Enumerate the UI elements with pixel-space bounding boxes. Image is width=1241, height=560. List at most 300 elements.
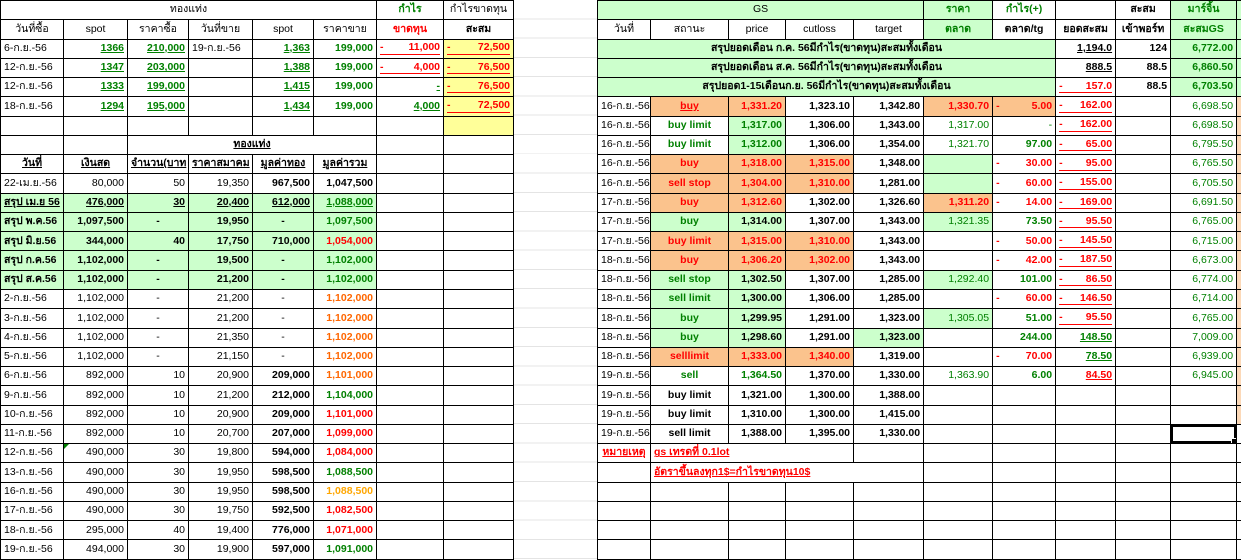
cell[interactable] bbox=[377, 463, 444, 482]
cell[interactable]: วันที่ซื้อ bbox=[1, 20, 64, 39]
cell[interactable] bbox=[651, 482, 729, 501]
cell[interactable]: 18-ก.ย.-56 bbox=[1, 521, 64, 540]
cell[interactable]: มาร์จิ้น bbox=[1171, 1, 1237, 20]
cell[interactable] bbox=[1237, 1, 1241, 20]
cell[interactable] bbox=[377, 212, 444, 231]
cell[interactable]: 19-ก.ย.-56 bbox=[189, 39, 253, 58]
cell[interactable]: 1,415.00 bbox=[854, 405, 924, 424]
cell[interactable]: 295,000 bbox=[64, 521, 128, 540]
cell[interactable] bbox=[1171, 444, 1237, 463]
cell[interactable]: 1,310.00 bbox=[786, 174, 854, 193]
cell[interactable]: - 86.50 bbox=[1056, 270, 1116, 289]
cell[interactable]: สะสมGS bbox=[1171, 20, 1237, 39]
cell[interactable]: - 70.00 bbox=[993, 347, 1056, 366]
cell[interactable] bbox=[444, 232, 514, 251]
cell[interactable]: - bbox=[128, 289, 189, 308]
cell[interactable] bbox=[651, 501, 729, 520]
cell[interactable] bbox=[854, 521, 924, 540]
cell[interactable] bbox=[377, 232, 444, 251]
cell[interactable] bbox=[1237, 521, 1241, 540]
cell[interactable]: buy limit bbox=[651, 116, 729, 135]
cell[interactable]: 17-ก.ย.-56 bbox=[598, 212, 651, 231]
cell[interactable] bbox=[377, 521, 444, 540]
cell[interactable]: 18-ก.ย.-56 bbox=[598, 289, 651, 308]
cell[interactable]: 1,281.00 bbox=[854, 174, 924, 193]
cell[interactable]: 1,091,000 bbox=[314, 540, 377, 559]
cell[interactable]: 78.50 bbox=[1056, 347, 1116, 366]
cell[interactable]: กำไร bbox=[377, 1, 444, 20]
cell[interactable]: 1,097,500 bbox=[314, 212, 377, 231]
cell[interactable]: - 72,500 bbox=[444, 97, 514, 116]
cell[interactable] bbox=[444, 501, 514, 520]
cell[interactable]: 209,000 bbox=[253, 367, 314, 386]
cell[interactable] bbox=[924, 289, 993, 308]
cell[interactable]: price bbox=[729, 20, 786, 39]
cell[interactable]: - 50.00 bbox=[993, 232, 1056, 251]
cell[interactable] bbox=[1237, 444, 1241, 463]
cell[interactable]: 5-ก.ย.-56 bbox=[1, 347, 64, 366]
cell[interactable]: 17-ก.ย.-56 bbox=[598, 232, 651, 251]
cell[interactable]: 9-ก.ย.-56 bbox=[1, 386, 64, 405]
cell[interactable] bbox=[444, 135, 514, 154]
cell[interactable]: 1366 bbox=[64, 39, 128, 58]
cell[interactable]: 1,317.00 bbox=[924, 116, 993, 135]
cell[interactable]: 1,315.00 bbox=[729, 232, 786, 251]
cell[interactable]: - bbox=[253, 309, 314, 328]
cell[interactable]: 1,323.00 bbox=[854, 328, 924, 347]
cell[interactable] bbox=[189, 58, 253, 77]
cell[interactable]: 11-ก.ย.-56 bbox=[1, 424, 64, 443]
cell[interactable]: - bbox=[253, 251, 314, 270]
cell[interactable] bbox=[377, 251, 444, 270]
cell[interactable]: - bbox=[128, 270, 189, 289]
cell[interactable] bbox=[1056, 501, 1116, 520]
cell[interactable]: 20,700 bbox=[189, 424, 253, 443]
cell[interactable]: 19,950 bbox=[189, 463, 253, 482]
cell[interactable]: 1,102,000 bbox=[64, 309, 128, 328]
cell[interactable]: สรุป มิ.ย.56 bbox=[1, 232, 64, 251]
cell[interactable]: buy limit bbox=[651, 405, 729, 424]
cell[interactable]: - 187.50 bbox=[1056, 251, 1116, 270]
cell[interactable]: 16-ก.ย.-56 bbox=[598, 155, 651, 174]
cell[interactable] bbox=[1056, 540, 1116, 559]
cell[interactable]: gs เทรดที่ 0.1lot bbox=[651, 444, 854, 463]
cell[interactable] bbox=[854, 501, 924, 520]
cell[interactable]: 1,307.00 bbox=[786, 212, 854, 231]
cell[interactable]: 1,102,000 bbox=[314, 309, 377, 328]
cell[interactable]: 1,395.00 bbox=[786, 424, 854, 443]
cell[interactable]: selllimit bbox=[651, 347, 729, 366]
cell[interactable]: 1,101,000 bbox=[314, 367, 377, 386]
cell[interactable] bbox=[1116, 309, 1171, 328]
cell[interactable]: 4,000 bbox=[377, 97, 444, 116]
cell[interactable] bbox=[444, 424, 514, 443]
cell[interactable] bbox=[1171, 521, 1237, 540]
cell[interactable] bbox=[1171, 405, 1237, 424]
cell[interactable] bbox=[1237, 20, 1241, 39]
cell[interactable] bbox=[189, 78, 253, 97]
cell[interactable]: 1,315.00 bbox=[786, 155, 854, 174]
cell[interactable] bbox=[993, 463, 1056, 482]
cell[interactable]: 40 bbox=[128, 232, 189, 251]
cell[interactable]: 16-ก.ย.-56 bbox=[598, 97, 651, 116]
cell[interactable]: - bbox=[128, 347, 189, 366]
cell[interactable] bbox=[786, 521, 854, 540]
cell[interactable] bbox=[1171, 386, 1237, 405]
cell[interactable]: - 157.0 bbox=[1056, 78, 1116, 97]
cell[interactable]: 1,312.00 bbox=[729, 135, 786, 154]
cell[interactable]: sell stop bbox=[651, 174, 729, 193]
cell[interactable] bbox=[1237, 328, 1241, 347]
cell[interactable]: 490,000 bbox=[64, 482, 128, 501]
cell[interactable] bbox=[444, 540, 514, 559]
cell[interactable] bbox=[1116, 155, 1171, 174]
cell[interactable]: 21,150 bbox=[189, 347, 253, 366]
cell[interactable]: 10-ก.ย.-56 bbox=[1, 405, 64, 424]
cell[interactable]: ราคาซื้อ bbox=[128, 20, 189, 39]
cell[interactable] bbox=[444, 270, 514, 289]
cell[interactable] bbox=[377, 501, 444, 520]
cell[interactable] bbox=[377, 116, 444, 135]
cell[interactable] bbox=[924, 521, 993, 540]
cell[interactable]: 1,310.00 bbox=[729, 405, 786, 424]
cell[interactable]: 30 bbox=[128, 501, 189, 520]
cell[interactable]: 1,330.70 bbox=[924, 97, 993, 116]
cell[interactable]: - bbox=[253, 328, 314, 347]
cell[interactable]: - 60.00 bbox=[993, 289, 1056, 308]
cell[interactable]: 6,765.00 bbox=[1171, 309, 1237, 328]
cell[interactable] bbox=[729, 482, 786, 501]
cell[interactable] bbox=[1237, 540, 1241, 559]
cell[interactable]: buy bbox=[651, 309, 729, 328]
cell[interactable]: spot bbox=[253, 20, 314, 39]
cell[interactable] bbox=[377, 270, 444, 289]
cell[interactable]: 1,088,000 bbox=[314, 193, 377, 212]
cell[interactable]: 84.50 bbox=[1056, 367, 1116, 386]
cell[interactable]: 6,673.00 bbox=[1171, 251, 1237, 270]
cell[interactable]: เงินสด bbox=[64, 155, 128, 174]
cell[interactable] bbox=[1237, 482, 1241, 501]
cell[interactable]: 598,500 bbox=[253, 482, 314, 501]
cell[interactable]: 1,310.00 bbox=[786, 232, 854, 251]
cell[interactable] bbox=[377, 482, 444, 501]
cell[interactable]: 1,306.20 bbox=[729, 251, 786, 270]
cell[interactable] bbox=[993, 540, 1056, 559]
cell[interactable] bbox=[189, 116, 253, 135]
cell[interactable]: สรุปยอด1-15เดือนก.ย. 56มีกำไร(ขาดทุน)สะสมทั้งเดือน bbox=[598, 78, 1056, 97]
cell[interactable]: - 155.00 bbox=[1056, 174, 1116, 193]
cell[interactable]: 124 bbox=[1116, 39, 1171, 58]
cell[interactable]: 1,305.05 bbox=[924, 309, 993, 328]
cell[interactable]: - 42.00 bbox=[993, 251, 1056, 270]
cell[interactable] bbox=[1116, 135, 1171, 154]
cell[interactable]: 612,000 bbox=[253, 193, 314, 212]
cell[interactable]: 6,939.00 bbox=[1171, 347, 1237, 366]
cell[interactable] bbox=[1116, 463, 1171, 482]
selected-cell[interactable] bbox=[1171, 424, 1237, 443]
cell[interactable]: 1,434 bbox=[253, 97, 314, 116]
cell[interactable]: 10 bbox=[128, 405, 189, 424]
cell[interactable]: ตลาด/tg bbox=[993, 20, 1056, 39]
cell[interactable]: 1,102,000 bbox=[64, 251, 128, 270]
cell[interactable]: ราคา bbox=[924, 1, 993, 20]
cell[interactable]: 6,698.50 bbox=[1171, 116, 1237, 135]
cell[interactable]: 12-ก.ย.-56 bbox=[1, 444, 64, 463]
cell[interactable] bbox=[1116, 347, 1171, 366]
cell[interactable] bbox=[729, 540, 786, 559]
cell[interactable]: 13-ก.ย.-56 bbox=[1, 463, 64, 482]
cell[interactable] bbox=[444, 174, 514, 193]
cell[interactable] bbox=[598, 482, 651, 501]
cell[interactable] bbox=[993, 405, 1056, 424]
cell[interactable]: ราคาขาย bbox=[314, 20, 377, 39]
cell[interactable] bbox=[444, 116, 514, 135]
cell[interactable]: 490,000 bbox=[64, 444, 128, 463]
cell[interactable]: 199,000 bbox=[314, 78, 377, 97]
cell[interactable] bbox=[1237, 309, 1241, 328]
cell[interactable]: 1,101,000 bbox=[314, 405, 377, 424]
cell[interactable] bbox=[1056, 1, 1116, 20]
cell[interactable]: - bbox=[253, 289, 314, 308]
cell[interactable] bbox=[854, 482, 924, 501]
cell[interactable]: - 65.00 bbox=[1056, 135, 1116, 154]
cell[interactable]: วันที่ bbox=[598, 20, 651, 39]
cell[interactable]: สรุป เม.ย 56 bbox=[1, 193, 64, 212]
cell[interactable]: 1,102,000 bbox=[314, 328, 377, 347]
cell[interactable] bbox=[64, 135, 128, 154]
cell[interactable] bbox=[444, 405, 514, 424]
cell[interactable]: สรุปยอดเดือน ส.ค. 56มีกำไร(ขาดทุน)สะสมทั้งเดือน bbox=[598, 58, 1056, 77]
cell[interactable]: 1,318.00 bbox=[729, 155, 786, 174]
cell[interactable]: 16-ก.ย.-56 bbox=[1, 482, 64, 501]
cell[interactable] bbox=[444, 367, 514, 386]
cell[interactable]: 209,000 bbox=[253, 405, 314, 424]
cell[interactable]: 16-ก.ย.-56 bbox=[598, 135, 651, 154]
cell[interactable]: 1,321.00 bbox=[729, 386, 786, 405]
cell[interactable] bbox=[444, 193, 514, 212]
cell[interactable] bbox=[924, 444, 993, 463]
cell[interactable] bbox=[1237, 155, 1241, 174]
cell[interactable]: 6,714.00 bbox=[1171, 289, 1237, 308]
cell[interactable] bbox=[993, 501, 1056, 520]
cell[interactable]: 30 bbox=[128, 444, 189, 463]
cell[interactable] bbox=[1056, 405, 1116, 424]
cell[interactable]: 19-ก.ย.-56 bbox=[598, 367, 651, 386]
cell[interactable] bbox=[377, 174, 444, 193]
cell[interactable]: 1,342.80 bbox=[854, 97, 924, 116]
cell[interactable]: 6-ก.ย.-56 bbox=[1, 367, 64, 386]
cell[interactable]: กำไร(+) bbox=[993, 1, 1056, 20]
cell[interactable]: 88.5 bbox=[1116, 78, 1171, 97]
cell[interactable]: 1,047,500 bbox=[314, 174, 377, 193]
cell[interactable]: 1,330.00 bbox=[854, 367, 924, 386]
cell[interactable] bbox=[924, 540, 993, 559]
cell[interactable]: 1,370.00 bbox=[786, 367, 854, 386]
cell[interactable]: 6,860.50 bbox=[1171, 58, 1237, 77]
cell[interactable]: 21,200 bbox=[189, 270, 253, 289]
cell[interactable]: 1,299.95 bbox=[729, 309, 786, 328]
cell[interactable]: buy bbox=[651, 251, 729, 270]
cell[interactable] bbox=[598, 540, 651, 559]
cell[interactable] bbox=[1116, 251, 1171, 270]
cell[interactable]: ตลาด bbox=[924, 20, 993, 39]
cell[interactable]: 1,300.00 bbox=[786, 405, 854, 424]
cell[interactable]: - bbox=[253, 212, 314, 231]
cell[interactable] bbox=[1171, 540, 1237, 559]
cell[interactable] bbox=[1171, 463, 1237, 482]
cell[interactable]: 19,500 bbox=[189, 251, 253, 270]
cell[interactable]: - bbox=[253, 270, 314, 289]
cell[interactable]: 19-ก.ย.-56 bbox=[1, 540, 64, 559]
cell[interactable]: 40 bbox=[128, 521, 189, 540]
cell[interactable] bbox=[1237, 424, 1241, 443]
cell[interactable]: 1,084,000 bbox=[314, 444, 377, 463]
cell[interactable]: 18-ก.ย.-56 bbox=[598, 347, 651, 366]
cell[interactable]: 17-ก.ย.-56 bbox=[1, 501, 64, 520]
cell[interactable] bbox=[993, 444, 1056, 463]
cell[interactable] bbox=[1237, 270, 1241, 289]
cell[interactable]: 207,000 bbox=[253, 424, 314, 443]
cell[interactable]: 1,323.10 bbox=[786, 97, 854, 116]
cell[interactable]: 1,321.70 bbox=[924, 135, 993, 154]
cell[interactable]: 1,088,500 bbox=[314, 463, 377, 482]
cell[interactable]: sell limit bbox=[651, 289, 729, 308]
cell[interactable]: 18-ก.ย.-56 bbox=[598, 270, 651, 289]
cell[interactable]: sell limit bbox=[651, 424, 729, 443]
cell[interactable] bbox=[444, 444, 514, 463]
cell[interactable]: - 14.00 bbox=[993, 193, 1056, 212]
cell[interactable]: 101.00 bbox=[993, 270, 1056, 289]
cell[interactable] bbox=[1116, 386, 1171, 405]
cell[interactable]: sell bbox=[651, 367, 729, 386]
cell[interactable]: - 162.00 bbox=[1056, 97, 1116, 116]
cell[interactable] bbox=[1171, 482, 1237, 501]
cell[interactable] bbox=[314, 116, 377, 135]
cell[interactable] bbox=[1116, 212, 1171, 231]
cell[interactable] bbox=[444, 212, 514, 231]
cell[interactable] bbox=[729, 521, 786, 540]
cell[interactable]: 1,415 bbox=[253, 78, 314, 97]
cell[interactable]: 1,291.00 bbox=[786, 328, 854, 347]
cell[interactable] bbox=[924, 463, 993, 482]
cell[interactable]: - 72,500 bbox=[444, 39, 514, 58]
cell[interactable]: 195,000 bbox=[128, 97, 189, 116]
cell[interactable]: 1,302.00 bbox=[786, 193, 854, 212]
cell[interactable]: GS bbox=[598, 1, 924, 20]
cell[interactable]: 19,950 bbox=[189, 482, 253, 501]
cell[interactable]: 4-ก.ย.-56 bbox=[1, 328, 64, 347]
cell[interactable]: - 5.00 bbox=[993, 97, 1056, 116]
cell[interactable]: 199,000 bbox=[314, 58, 377, 77]
cell[interactable] bbox=[854, 540, 924, 559]
cell[interactable]: ยอดสะสม bbox=[1056, 20, 1116, 39]
cell[interactable]: 6,765.50 bbox=[1171, 155, 1237, 174]
cell[interactable] bbox=[1237, 347, 1241, 366]
cell[interactable]: 1,102,000 bbox=[314, 347, 377, 366]
cell[interactable]: buy bbox=[651, 328, 729, 347]
cell[interactable]: 6-ก.ย.-56 bbox=[1, 39, 64, 58]
cell[interactable]: 6,691.50 bbox=[1171, 193, 1237, 212]
cell[interactable]: 344,000 bbox=[64, 232, 128, 251]
cell[interactable]: 1,292.40 bbox=[924, 270, 993, 289]
cell[interactable] bbox=[1171, 501, 1237, 520]
cell[interactable] bbox=[1237, 463, 1241, 482]
cell[interactable]: 50 bbox=[128, 174, 189, 193]
cell[interactable]: 6.00 bbox=[993, 367, 1056, 386]
cell[interactable]: มูลค่ารวม bbox=[314, 155, 377, 174]
cell[interactable] bbox=[189, 97, 253, 116]
cell[interactable]: 19,950 bbox=[189, 212, 253, 231]
cell[interactable] bbox=[1116, 232, 1171, 251]
cell[interactable]: buy bbox=[651, 212, 729, 231]
cell[interactable]: 244.00 bbox=[993, 328, 1056, 347]
cell[interactable]: 21,350 bbox=[189, 328, 253, 347]
cell[interactable] bbox=[651, 540, 729, 559]
cell[interactable] bbox=[1237, 116, 1241, 135]
cell[interactable]: กำไรขาดทุน bbox=[444, 1, 514, 20]
cell[interactable] bbox=[1116, 289, 1171, 308]
cell[interactable] bbox=[924, 347, 993, 366]
cell[interactable]: 148.50 bbox=[1056, 328, 1116, 347]
cell[interactable] bbox=[1237, 58, 1241, 77]
cell[interactable] bbox=[1116, 193, 1171, 212]
cell[interactable]: 1,317.00 bbox=[729, 116, 786, 135]
cell[interactable]: หมายเหตุ bbox=[598, 444, 651, 463]
cell[interactable]: - 60.00 bbox=[993, 174, 1056, 193]
cell[interactable] bbox=[1056, 482, 1116, 501]
cell[interactable]: 18-ก.ย.-56 bbox=[598, 328, 651, 347]
cell[interactable] bbox=[377, 444, 444, 463]
cell[interactable]: - bbox=[993, 116, 1056, 135]
cell[interactable]: 892,000 bbox=[64, 424, 128, 443]
cell[interactable] bbox=[377, 193, 444, 212]
cell[interactable]: 19,800 bbox=[189, 444, 253, 463]
cell[interactable] bbox=[377, 540, 444, 559]
cell[interactable]: 1,104,000 bbox=[314, 386, 377, 405]
cell[interactable]: - 11,000 bbox=[377, 39, 444, 58]
cell[interactable]: 1,054,000 bbox=[314, 232, 377, 251]
cell[interactable] bbox=[377, 386, 444, 405]
cell[interactable]: - 95.50 bbox=[1056, 212, 1116, 231]
cell[interactable]: 1,343.00 bbox=[854, 232, 924, 251]
cell[interactable] bbox=[924, 251, 993, 270]
cell[interactable]: 1,306.00 bbox=[786, 116, 854, 135]
cell[interactable]: 1,326.60 bbox=[854, 193, 924, 212]
cell[interactable]: 1,102,000 bbox=[314, 289, 377, 308]
cell[interactable]: - bbox=[128, 251, 189, 270]
cell[interactable]: 1,364.50 bbox=[729, 367, 786, 386]
cell[interactable]: 476,000 bbox=[64, 193, 128, 212]
cell[interactable]: 1,082,500 bbox=[314, 501, 377, 520]
cell[interactable] bbox=[444, 482, 514, 501]
cell[interactable] bbox=[993, 482, 1056, 501]
cell[interactable] bbox=[924, 155, 993, 174]
cell[interactable] bbox=[1237, 367, 1241, 386]
cell[interactable]: 1,102,000 bbox=[64, 270, 128, 289]
cell[interactable]: 6,705.50 bbox=[1171, 174, 1237, 193]
cell[interactable]: 598,500 bbox=[253, 463, 314, 482]
cell[interactable]: - 162.00 bbox=[1056, 116, 1116, 135]
cell[interactable]: - 146.50 bbox=[1056, 289, 1116, 308]
cell[interactable]: - 95.50 bbox=[1056, 309, 1116, 328]
cell[interactable]: สะสม bbox=[444, 20, 514, 39]
cell[interactable]: 19,750 bbox=[189, 501, 253, 520]
cell[interactable] bbox=[1056, 386, 1116, 405]
cell[interactable]: 1,348.00 bbox=[854, 155, 924, 174]
cell[interactable]: 1,102,000 bbox=[314, 270, 377, 289]
cell[interactable]: 892,000 bbox=[64, 405, 128, 424]
cell[interactable]: 21,200 bbox=[189, 309, 253, 328]
